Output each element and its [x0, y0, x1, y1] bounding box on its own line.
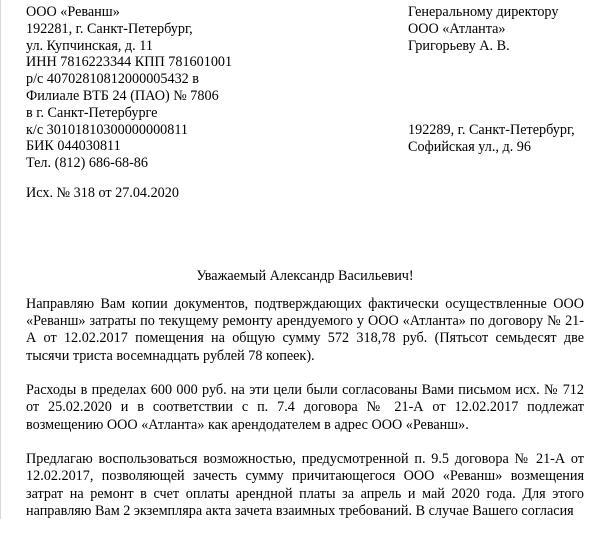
salutation: Уважаемый Александр Васильевич!: [196, 268, 414, 284]
recipient-address-block: [408, 122, 606, 156]
sender-phone: Тел. (812) 686-68-86: [26, 155, 148, 172]
letter-body: [26, 296, 584, 537]
sender-corr-account: к/с 30101810300000000811: [26, 121, 189, 138]
recipient-company: ООО «Атланта»: [408, 20, 506, 37]
sender-bank-city: в г. Санкт-Петербурге: [26, 104, 158, 121]
sender-bank-account: р/с 40702810812000005432 в: [26, 71, 200, 88]
sender-bik: БИК 044030811: [26, 138, 121, 155]
outgoing-reference: Исх. № 318 от 27.04.2020: [26, 185, 179, 201]
recipient-person: Григорьеву А. В.: [408, 37, 510, 54]
recipient-address-street: Софийская ул., д. 96: [408, 138, 531, 155]
page-edge-divider: [0, 0, 1, 519]
sender-address-street: ул. Купчинская, д. 11: [26, 37, 153, 54]
sender-requisites-block: [26, 4, 386, 172]
sender-name: ООО «Реванш»: [26, 4, 120, 20]
body-paragraph-2: Расходы в пределах 600 000 руб. на эти цели были согласованы Вами письмом исх. № 712 от 25.02.2020 и в соответствии с п. 7.4 договора № 21-А от 12.02.2017 подлежат возмещению ООО «Атланта» как арендодателем в адрес ООО «Реванш».: [26, 382, 584, 433]
body-paragraph-1: Направляю Вам копии документов, подтверждающих фактически осуществленные ООО «Реванш» затраты по текущему ремонту арендуемого у ООО «Атланта» по договору № 21-А от 12.02.2017 помещения на общую сумму 572 318,78 руб. (Пятьсот семьдесят две тысячи триста восемнадцать рублей 78 копеек).: [26, 296, 584, 364]
body-paragraph-3: Предлагаю воспользоваться возможностью, предусмотренной п. 9.5 договора № 21-А от 12.02.2017, позволяющей зачесть сумму причитающегося ООО «Реванш» возмещения затрат на ремонт в счет оплаты арендной платы за апрель и май 2020 года. Для этого направляю Вам 2 экземпляра акта зачета взаимных требований. В случае Вашего согласия: [26, 451, 584, 519]
recipient-address-city: 192289, г. Санкт-Петербург,: [408, 122, 575, 138]
sender-address-city: 192281, г. Санкт-Петербург,: [26, 20, 193, 37]
recipient-position: Генеральному директору: [408, 4, 559, 20]
recipient-block: [408, 4, 606, 54]
sender-inn-kpp: ИНН 7816223344 КПП 781601001: [26, 54, 233, 71]
sender-bank-branch: Филиале ВТБ 24 (ПАО) № 7806: [26, 87, 219, 104]
